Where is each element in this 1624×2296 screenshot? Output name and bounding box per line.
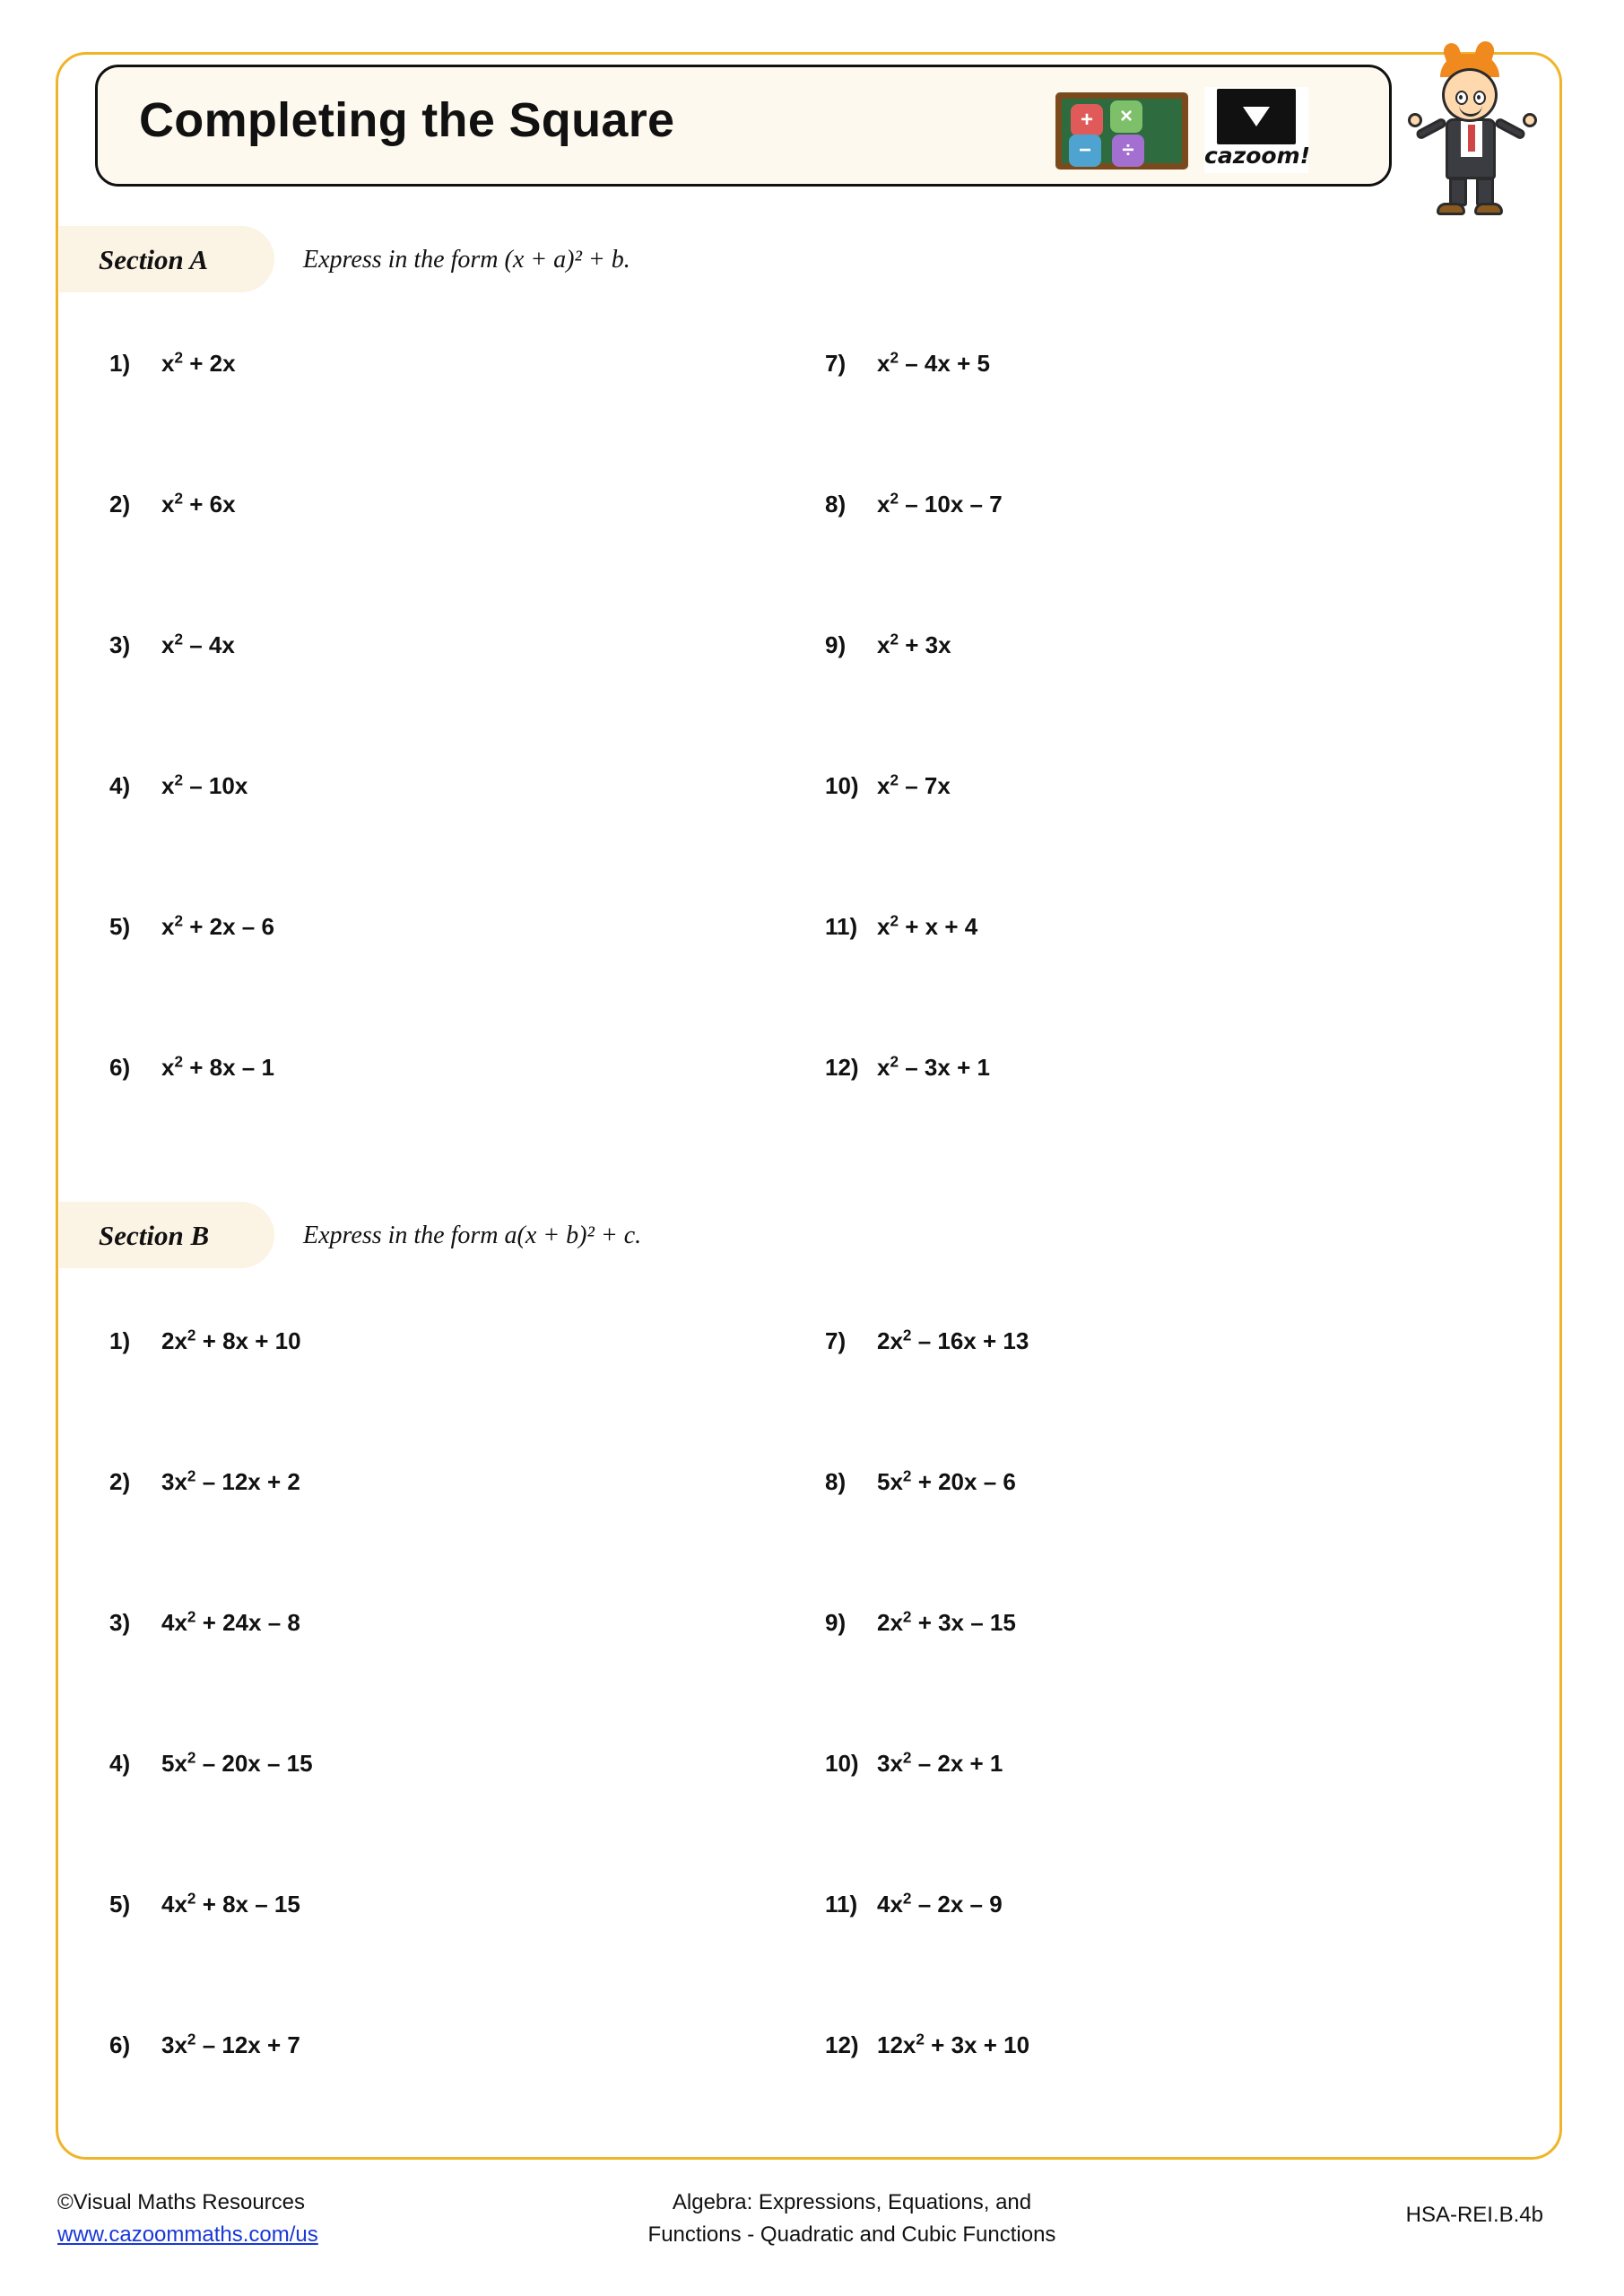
footer-topic-line2: Functions - Quadratic and Cubic Functions — [647, 2222, 1056, 2247]
section-b-pill — [59, 1202, 274, 1268]
page-footer — [0, 2179, 1624, 2287]
cazoom-website-link[interactable]: www.cazoommaths.com/us — [57, 2222, 318, 2247]
question-item — [825, 1468, 1016, 1496]
standard-code: HSA-REI.B.4b — [1405, 2203, 1543, 2227]
question-expression: $x^2 - 4x + 5$ — [877, 348, 990, 377]
question-item — [825, 913, 977, 941]
cazoom-brand-text: cazoom! — [1204, 143, 1311, 169]
question-expression: $4x^2 + 24x - 8$ — [161, 1607, 300, 1636]
question-number: 9) — [825, 631, 847, 658]
question-item — [825, 1609, 1016, 1637]
question-number: 1) — [109, 350, 131, 377]
question-item — [109, 1054, 274, 1082]
question-number: 2) — [109, 1468, 131, 1495]
copyright-text: ©Visual Maths Resources — [57, 2190, 306, 2214]
question-number: 12) — [825, 1054, 859, 1081]
question-number: 7) — [825, 350, 847, 377]
question-number: 4) — [109, 1750, 131, 1777]
question-expression: $2x^2 + 8x + 10$ — [161, 1326, 301, 1354]
question-expression: $x^2 + 3x$ — [877, 630, 951, 658]
question-item — [109, 772, 248, 800]
question-expression: $3x^2 - 2x + 1$ — [877, 1748, 1003, 1777]
question-expression: $x^2 - 10x - 7$ — [877, 489, 1003, 517]
question-number: 7) — [825, 1327, 847, 1354]
question-expression: $x^2 - 4x$ — [161, 630, 235, 658]
question-expression: $x^2 - 7x$ — [877, 770, 951, 799]
question-expression: $x^2 - 3x + 1$ — [877, 1052, 990, 1081]
section-a-label: Section A — [99, 244, 209, 275]
question-expression: $4x^2 - 2x - 9$ — [877, 1889, 1003, 1918]
question-item — [825, 2031, 1029, 2059]
question-item — [825, 1891, 1003, 1918]
question-number: 11) — [825, 913, 858, 940]
question-item — [825, 350, 990, 378]
question-number: 5) — [109, 1891, 131, 1918]
times-icon: × — [1110, 100, 1142, 133]
question-item — [109, 491, 236, 518]
question-number: 3) — [109, 631, 131, 658]
question-item — [109, 1750, 313, 1778]
section-b-right-column — [825, 1326, 1453, 2058]
section-b-label: Section B — [99, 1220, 210, 1251]
question-item — [825, 631, 951, 659]
section-a-pill — [59, 226, 274, 292]
question-item — [825, 1327, 1029, 1355]
page-title: Completing the Square — [139, 93, 675, 147]
question-item — [109, 1891, 300, 1918]
section-a-instruction: Express in the form (x + a)² + b. — [303, 246, 630, 274]
section-a-header — [59, 226, 1505, 292]
section-b-left-column — [109, 1326, 737, 2058]
question-expression: $3x^2 - 12x + 7$ — [161, 2030, 300, 2058]
question-expression: $5x^2 + 20x - 6$ — [877, 1466, 1016, 1495]
question-expression: $x^2 + 8x - 1$ — [161, 1052, 274, 1081]
question-number: 2) — [109, 491, 131, 517]
question-number: 6) — [109, 1054, 131, 1081]
hourglass-icon — [1217, 89, 1296, 144]
question-item — [825, 1054, 990, 1082]
question-number: 12) — [825, 2031, 859, 2058]
question-item — [109, 1327, 301, 1355]
cazoom-brand — [1204, 87, 1311, 173]
question-number: 10) — [825, 772, 859, 799]
question-expression: $x^2 + 6x$ — [161, 489, 236, 517]
question-item — [109, 913, 274, 941]
section-b-header — [59, 1202, 1505, 1268]
question-item — [109, 350, 236, 378]
question-item — [825, 1750, 1003, 1778]
question-expression: $3x^2 - 12x + 2$ — [161, 1466, 300, 1495]
question-number: 8) — [825, 1468, 847, 1495]
question-item — [109, 2031, 300, 2059]
question-item — [109, 631, 235, 659]
question-number: 9) — [825, 1609, 847, 1636]
question-number: 10) — [825, 1750, 859, 1777]
question-item — [825, 491, 1003, 518]
plus-icon: + — [1071, 104, 1103, 136]
question-expression: $x^2 + x + 4$ — [877, 911, 978, 940]
question-number: 3) — [109, 1609, 131, 1636]
question-number: 1) — [109, 1327, 131, 1354]
question-expression: $4x^2 + 8x - 15$ — [161, 1889, 300, 1918]
question-item — [109, 1468, 300, 1496]
chalkboard-icon — [1055, 92, 1188, 170]
question-expression: $x^2 - 10x$ — [161, 770, 248, 799]
footer-topic-line1: Algebra: Expressions, Equations, and — [672, 2190, 1032, 2214]
question-number: 8) — [825, 491, 847, 517]
question-number: 11) — [825, 1891, 858, 1918]
scientist-mascot-icon — [1406, 52, 1541, 222]
minus-icon: − — [1069, 135, 1101, 167]
question-number: 5) — [109, 913, 131, 940]
question-number: 6) — [109, 2031, 131, 2058]
question-expression: $2x^2 + 3x - 15$ — [877, 1607, 1016, 1636]
title-bar — [95, 65, 1392, 187]
question-number: 4) — [109, 772, 131, 799]
section-a-right-column — [825, 348, 1453, 1081]
footer-topic — [574, 2187, 1130, 2251]
section-b-instruction: Express in the form a(x + b)² + c. — [303, 1222, 642, 1249]
question-expression: $2x^2 - 16x + 13$ — [877, 1326, 1029, 1354]
question-expression: $x^2 + 2x$ — [161, 348, 236, 377]
question-expression: $x^2 + 2x - 6$ — [161, 911, 274, 940]
question-expression: $12x^2 + 3x + 10$ — [877, 2030, 1030, 2058]
footer-left — [57, 2187, 318, 2251]
question-item — [825, 772, 951, 800]
divide-icon: ÷ — [1112, 135, 1144, 167]
question-expression: $5x^2 - 20x - 15$ — [161, 1748, 313, 1777]
question-item — [109, 1609, 300, 1637]
cazoom-logo — [1046, 80, 1369, 175]
section-a-left-column — [109, 348, 737, 1081]
